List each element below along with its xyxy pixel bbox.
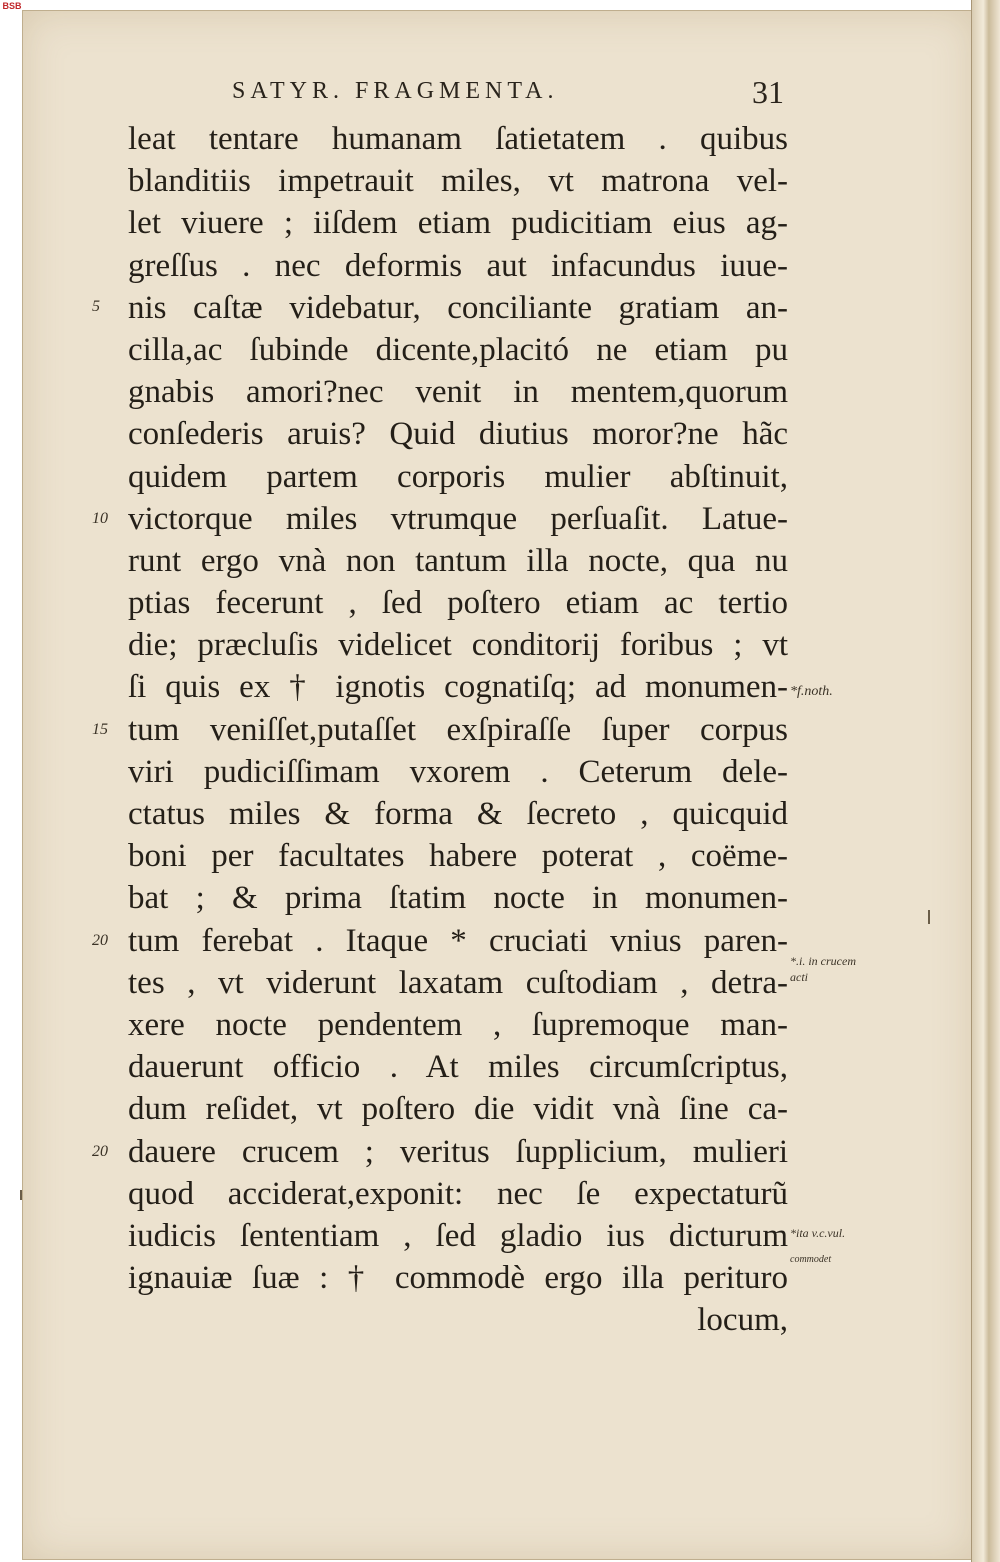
text-line: die; præcluſis videlicet conditorij foribus ; vt (128, 627, 788, 664)
text-line: quidem partem corporis mulier abſtinuit, (128, 458, 788, 495)
text-line: iudicis ſententiam , ſed gladio ius dicturum (128, 1217, 788, 1254)
text-line: tes , vt viderunt laxatam cuſtodiam , detra- (128, 964, 788, 1001)
text-line: greſſus . nec deformis aut infacundus iuue- (128, 247, 788, 284)
text-line: bat ; & prima ſtatim nocte in monumen- (128, 880, 788, 917)
text-line: dauere crucem ; veritus ſupplicium, mulieri (128, 1133, 788, 1170)
text-line: viri pudiciſſimam vxorem . Ceterum dele- (128, 753, 788, 790)
margin-gloss: acti (790, 970, 808, 984)
line-number: 10 (92, 510, 108, 527)
text-line: ſi quis ex † ignotis cognatiſq; ad monumen- (128, 669, 788, 706)
text-line: nis caſtæ videbatur, conciliante gratiam an- (128, 289, 788, 326)
text-line: xere nocte pendentem , ſupremoque man- (128, 1006, 788, 1043)
text-line: blanditiis impetrauit miles, vt matrona vel- (128, 163, 788, 200)
margin-gloss: *f.noth. (790, 684, 833, 699)
text-line: dum reſidet, vt poſtero die vidit vnà ſine ca- (128, 1091, 788, 1128)
text-line: let viuere ; iiſdem etiam pudicitiam eius ag- (128, 205, 788, 242)
line-number: 5 (92, 298, 100, 315)
margin-gloss: *ita v.c.vul. (790, 1226, 846, 1240)
line-number: 15 (92, 721, 108, 738)
text-line: dauerunt officio . At miles circumſcriptus, (128, 1049, 788, 1086)
line-number: 20 (92, 932, 108, 949)
library-stamp: BSB (0, 0, 24, 12)
page-edge (971, 0, 1000, 1562)
running-title: SATYR. FRAGMENTA. (232, 78, 559, 104)
text-line: leat tentare humanam ſatietatem . quibus (128, 121, 788, 157)
text-line: victorque miles vtrumque perſuaſit. Latue- (128, 500, 788, 537)
text-line: ignauiæ ſuæ : † commodè ergo illa perituro (128, 1260, 788, 1297)
text-line: cilla,ac ſubinde dicente,placitó ne etiam pu (128, 331, 788, 368)
margin-gloss: commodet (790, 1254, 832, 1265)
body-text (128, 118, 788, 1341)
text-line: gnabis amori?nec venit in mentem,quorum (128, 374, 788, 411)
text-line: ptias fecerunt , ſed poſtero etiam ac tertio (128, 585, 788, 622)
text-line: tum veniſſet,putaſſet exſpiraſſe ſuper corpus (128, 711, 788, 748)
text-line: conſederis aruis? Quid diutius moror?ne hãc (128, 416, 788, 453)
running-head (232, 74, 792, 114)
margin-tick (20, 1190, 22, 1200)
text-line: boni per facultates habere poterat , coëme- (128, 838, 788, 875)
margin-gloss: *.i. in crucem (790, 954, 856, 968)
catchword-line: locum, (697, 1302, 788, 1339)
line-number: 20 (92, 1143, 108, 1160)
text-line: tum ferebat . Itaque * cruciati vnius paren- (128, 922, 788, 959)
page-number: 31 (752, 74, 784, 110)
margin-tick (928, 910, 930, 924)
text-line: quod acciderat,exponit: nec ſe expectaturũ (128, 1175, 788, 1212)
text-line: ctatus miles & forma & ſecreto , quicquid (128, 796, 788, 832)
text-line: runt ergo vnà non tantum illa nocte, qua nu (128, 542, 788, 579)
